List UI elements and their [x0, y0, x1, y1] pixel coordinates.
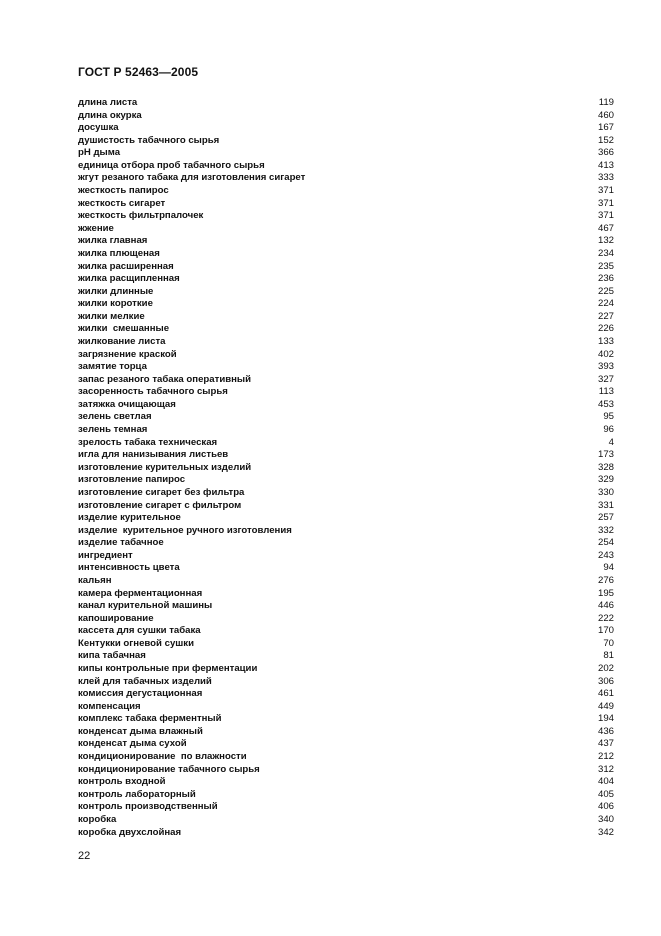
index-term: конденсат дыма влажный [78, 725, 203, 737]
index-term: жесткость папирос [78, 185, 169, 197]
index-entry [78, 261, 614, 274]
index-entry [78, 550, 614, 563]
index-entry [78, 789, 614, 802]
index-term-number: 243 [597, 549, 614, 561]
index-term-number: 467 [597, 222, 614, 234]
index-term: жжение [78, 222, 114, 234]
index-term-number: 227 [597, 310, 614, 322]
index-entry [78, 374, 614, 387]
index-entry [78, 814, 614, 827]
index-term-number: 460 [597, 109, 614, 121]
index-term: кальян [78, 574, 112, 586]
index-term: жесткость фильтрпалочек [78, 210, 204, 222]
index-term: зрелость табака техническая [78, 436, 218, 448]
index-term-number: 342 [597, 826, 614, 838]
index-term: Кентукки огневой сушки [78, 637, 194, 649]
index-term: коробка [78, 813, 117, 825]
index-entry [78, 701, 614, 714]
index-term-number: 225 [597, 285, 614, 297]
index-term: конденсат дыма сухой [78, 738, 187, 750]
index-entry [78, 210, 614, 223]
index-term-number: 446 [597, 600, 614, 612]
index-term: кондиционирование по влажности [78, 751, 247, 763]
index-entry [78, 500, 614, 513]
index-entry [78, 688, 614, 701]
index-term: жилкование листа [78, 335, 166, 347]
index-term: загрязнение краской [78, 348, 177, 360]
index-term: жесткость сигарет [78, 197, 166, 209]
index-term-number: 328 [597, 461, 614, 473]
index-term-number: 222 [597, 612, 614, 624]
index-term: кипы контрольные при ферментации [78, 663, 258, 675]
index-entry [78, 512, 614, 525]
index-term-number: 236 [597, 273, 614, 285]
index-entry [78, 160, 614, 173]
index-term: жилка главная [78, 235, 148, 247]
index-entry [78, 323, 614, 336]
index-term: длина листа [78, 97, 138, 108]
index-entry [78, 248, 614, 261]
index-term: изделие табачное [78, 537, 164, 549]
index-entry [78, 676, 614, 689]
index-entry [78, 625, 614, 638]
index-term: изделие курительное ручного изготовления [78, 524, 292, 536]
index-term-number: 96 [603, 424, 614, 436]
index-term-number: 405 [597, 788, 614, 800]
index-entry [78, 525, 614, 538]
index-entry [78, 827, 614, 840]
index-term: комиссия дегустационная [78, 688, 203, 700]
index-entry [78, 537, 614, 550]
index-entry [78, 273, 614, 286]
index-term-number: 371 [597, 197, 614, 209]
index-entry [78, 575, 614, 588]
index-entry [78, 437, 614, 450]
index-term: жилки длинные [78, 285, 154, 297]
index-term: кипа табачная [78, 650, 146, 662]
index-term-number: 366 [597, 147, 614, 159]
index-term: изготовление сигарет без фильтра [78, 486, 245, 498]
index-term: жилки мелкие [78, 310, 145, 322]
index-term-number: 461 [597, 688, 614, 700]
index-term-number: 113 [598, 386, 614, 398]
index-term: запас резаного табака оперативный [78, 373, 251, 385]
index-term: канал курительной машины [78, 600, 213, 612]
index-term-number: 194 [597, 713, 614, 725]
index-entry [78, 97, 614, 110]
index-entry [78, 135, 614, 148]
index-term: жилки короткие [78, 298, 153, 310]
index-entry [78, 298, 614, 311]
index-entry [78, 311, 614, 324]
index-term-number: 332 [597, 524, 614, 536]
index-term-number: 254 [597, 537, 614, 549]
index-term-number: 94 [603, 562, 614, 574]
index-entry [78, 223, 614, 236]
index-term: кондиционирование табачного сырья [78, 763, 260, 775]
term-index-list [78, 97, 614, 839]
index-entry [78, 751, 614, 764]
index-term-number: 119 [598, 97, 614, 108]
index-entry [78, 424, 614, 437]
index-term: интенсивность цвета [78, 562, 180, 574]
index-entry [78, 147, 614, 160]
index-term: контроль входной [78, 776, 166, 788]
index-entry [78, 613, 614, 626]
index-term-number: 170 [597, 625, 614, 637]
page-number: 22 [78, 850, 91, 862]
index-term-number: 133 [597, 335, 614, 347]
index-term-number: 437 [597, 738, 614, 750]
index-term-number: 195 [597, 587, 614, 599]
index-term-number: 306 [597, 675, 614, 687]
index-term-number: 406 [597, 801, 614, 813]
index-term-number: 449 [597, 700, 614, 712]
index-term: pH дыма [78, 147, 121, 159]
index-term: затяжка очищающая [78, 398, 176, 410]
index-entry [78, 386, 614, 399]
index-term-number: 81 [603, 650, 614, 662]
index-entry [78, 110, 614, 123]
index-entry [78, 336, 614, 349]
index-entry [78, 562, 614, 575]
index-entry [78, 462, 614, 475]
index-term: изготовление папирос [78, 474, 186, 486]
index-entry [78, 172, 614, 185]
index-term-number: 333 [597, 172, 614, 184]
index-term-number: 453 [597, 398, 614, 410]
index-entry [78, 738, 614, 751]
index-term-number: 70 [603, 637, 614, 649]
index-term: изделие курительное [78, 512, 181, 524]
index-term-number: 235 [597, 260, 614, 272]
index-entry [78, 474, 614, 487]
index-entry [78, 286, 614, 299]
index-term-number: 276 [597, 574, 614, 586]
index-entry [78, 776, 614, 789]
index-term-number: 329 [597, 474, 614, 486]
index-term-number: 257 [597, 512, 614, 524]
index-term-number: 331 [597, 499, 614, 511]
index-term: капоширование [78, 612, 154, 624]
index-entry [78, 650, 614, 663]
index-entry [78, 235, 614, 248]
index-term-number: 327 [597, 373, 614, 385]
index-entry [78, 399, 614, 412]
index-term: единица отбора проб табачного сырья [78, 159, 265, 171]
index-term: кассета для сушки табака [78, 625, 201, 637]
index-term: игла для нанизывания листьев [78, 449, 229, 461]
index-term: комплекс табака ферментный [78, 713, 222, 725]
index-term: длина окурка [78, 109, 142, 121]
index-entry [78, 764, 614, 777]
index-term-number: 371 [597, 210, 614, 222]
index-term: камера ферментационная [78, 587, 203, 599]
index-term: контроль производственный [78, 801, 218, 813]
index-entry [78, 185, 614, 198]
index-term: жилка плющеная [78, 247, 160, 259]
index-term-number: 413 [597, 159, 614, 171]
index-entry [78, 801, 614, 814]
index-term-number: 234 [597, 247, 614, 259]
index-term-number: 330 [597, 486, 614, 498]
index-term: жилка расширенная [78, 260, 174, 272]
index-term: зелень темная [78, 424, 148, 436]
index-entry [78, 198, 614, 211]
index-term-number: 340 [597, 813, 614, 825]
index-term: изготовление курительных изделий [78, 461, 252, 473]
index-term-number: 436 [597, 725, 614, 737]
index-entry [78, 726, 614, 739]
index-term: жилки смешанные [78, 323, 170, 335]
index-entry [78, 663, 614, 676]
index-term: душистость табачного сырья [78, 134, 220, 146]
index-entry [78, 411, 614, 424]
index-term-number: 132 [597, 235, 614, 247]
index-term-number: 226 [597, 323, 614, 335]
index-entry [78, 487, 614, 500]
index-term: засоренность табачного сырья [78, 386, 228, 398]
index-term: ингредиент [78, 549, 133, 561]
page-header: ГОСТ Р 52463—2005 [78, 65, 199, 79]
index-term: контроль лабораторный [78, 788, 196, 800]
index-term: жилка расщипленная [78, 273, 180, 285]
index-term: зелень светлая [78, 411, 152, 423]
index-term: изготовление сигарет с фильтром [78, 499, 242, 511]
index-term: замятие торца [78, 361, 147, 373]
index-entry [78, 713, 614, 726]
index-term-number: 224 [597, 298, 614, 310]
index-entry [78, 600, 614, 613]
index-entry [78, 588, 614, 601]
index-term: досушка [78, 122, 119, 134]
index-term-number: 371 [597, 185, 614, 197]
index-term-number: 402 [597, 348, 614, 360]
index-term-number: 95 [603, 411, 614, 423]
index-term: компенсация [78, 700, 141, 712]
index-term: жгут резаного табака для изготовления сигарет [78, 172, 306, 184]
index-term-number: 393 [597, 361, 614, 373]
index-entry [78, 361, 614, 374]
index-term-number: 4 [608, 436, 614, 448]
index-term-number: 152 [597, 134, 614, 146]
index-term: коробка двухслойная [78, 826, 182, 838]
index-term-number: 212 [597, 751, 614, 763]
index-term-number: 173 [597, 449, 614, 461]
index-term-number: 202 [597, 663, 614, 675]
index-entry [78, 349, 614, 362]
index-term-number: 167 [597, 122, 614, 134]
index-entry [78, 122, 614, 135]
index-term-number: 404 [597, 776, 614, 788]
index-term-number: 312 [597, 763, 614, 775]
index-entry [78, 449, 614, 462]
index-entry [78, 638, 614, 651]
index-term: клей для табачных изделий [78, 675, 212, 687]
